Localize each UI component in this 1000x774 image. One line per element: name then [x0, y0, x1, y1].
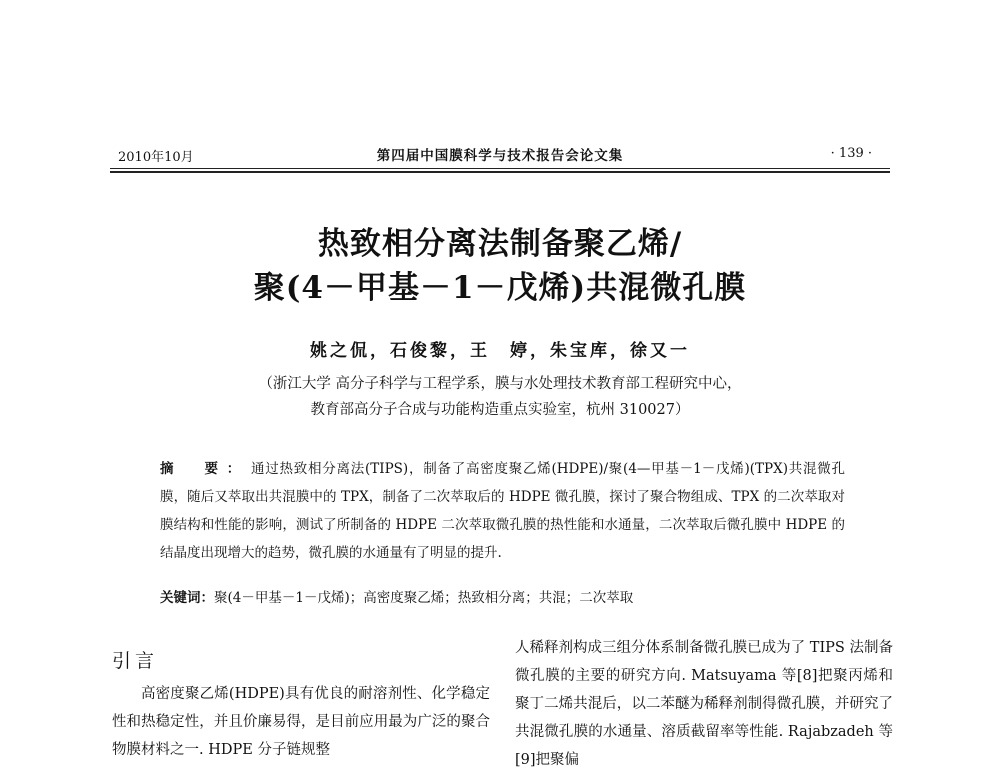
left-column [112, 680, 490, 764]
abstract [160, 455, 845, 567]
paper-title-line-1: 热致相分离法制备聚乙烯/ [317, 226, 683, 262]
running-header [110, 138, 890, 166]
section-heading-introduction: 引言 [112, 650, 159, 672]
paper-title-line-2: 聚(4－甲基－1－戊烯)共混微孔膜 [253, 270, 747, 306]
right-column [515, 634, 893, 774]
keywords-label: 关键词： [160, 590, 214, 606]
header-journal: 第四届中国膜科学与技术报告会论文集 [376, 148, 624, 164]
keywords [160, 584, 845, 612]
author-list: 姚之侃，石俊黎，王 婷，朱宝库，徐又一 [310, 341, 690, 361]
header-page-number: · 139 · [830, 146, 872, 161]
affiliation-line-1: （浙江大学 高分子科学与工程学系，膜与水处理技术教育部工程研究中心， [258, 376, 742, 392]
abstract-text: 通过热致相分离法(TIPS)，制备了高密度聚乙烯(HDPE)/聚(4—甲基－1－戊烯)(TPX)共混微孔膜，随后又萃取出共混膜中的 TPX，制备了二次萃取后的 HDPE 微孔膜，探讨了聚合物组成、TPX 的二次萃取对膜结构和性能的影响，测试了所制备的 HDPE 二次萃取微孔膜的热性能和水通量，二次萃取后微孔膜中 HDPE 的结晶度出现增大的趋势，微孔膜的水通量有了明显的提升. [160, 461, 845, 561]
header-rule-thick [110, 171, 890, 173]
header-date: 2010年10月 [118, 150, 194, 165]
intro-paragraph-right: 人稀释剂构成三组分体系制备微孔膜已成为了 TIPS 法制备微孔膜的主要的研究方向. Matsuyama 等[8]把聚丙烯和聚丁二烯共混后，以二苯醚为稀释剂制得微孔膜，并研究了共混微孔膜的水通量、溶质截留率等性能. Rajabzadeh 等[9]把聚偏 [515, 640, 893, 768]
keywords-text: 聚(4－甲基－1－戊烯)；高密度聚乙烯；热致相分离；共混；二次萃取 [214, 590, 634, 606]
abstract-label: 摘 要： [160, 461, 249, 477]
header-rule-thin [110, 168, 890, 169]
affiliation-line-2: 教育部高分子合成与功能构造重点实验室，杭州 310027） [310, 402, 690, 418]
intro-paragraph-left: 高密度聚乙烯(HDPE)具有优良的耐溶剂性、化学稳定性和热稳定性，并且价廉易得，是目前应用最为广泛的聚合物膜材料之一. HDPE 分子链规整 [112, 686, 490, 758]
